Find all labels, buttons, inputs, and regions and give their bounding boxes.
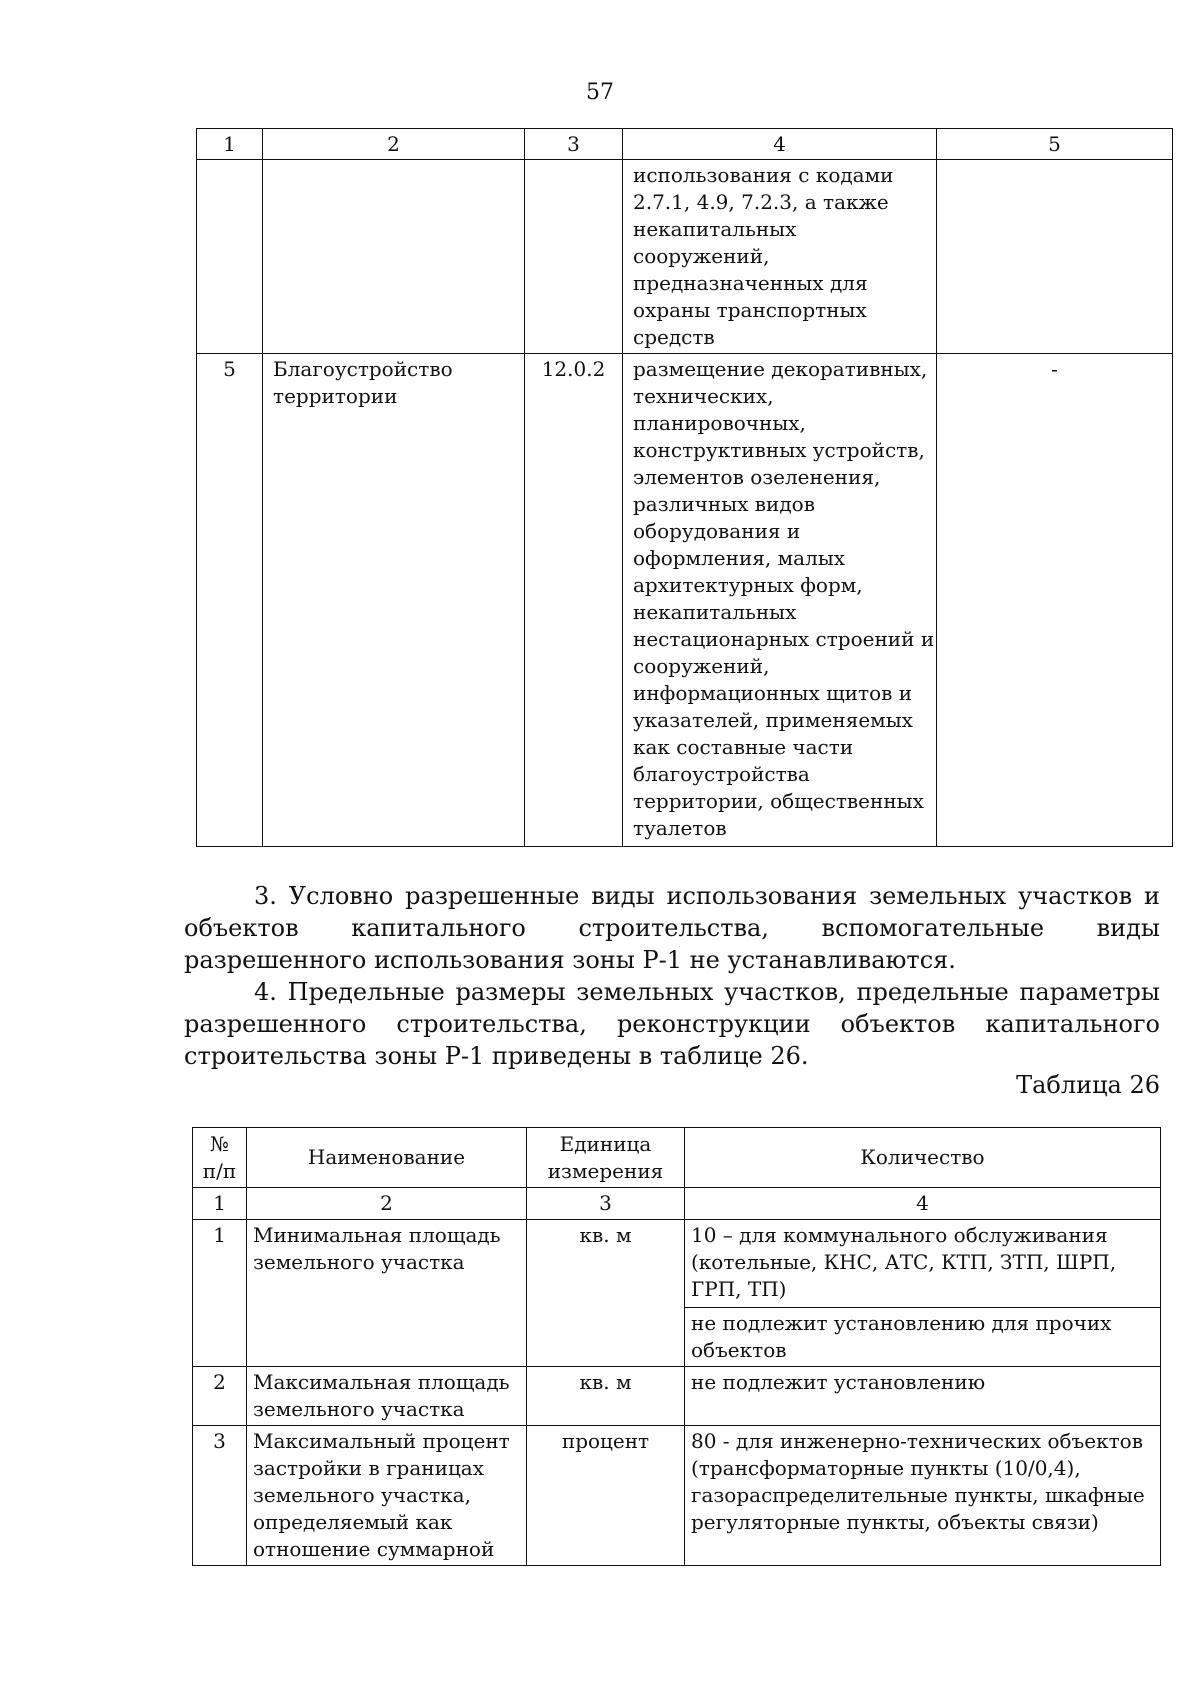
table-caption: Таблица 26 <box>1016 1071 1160 1099</box>
table-row-continued <box>197 160 1173 354</box>
table-header-row <box>193 1128 1161 1188</box>
header-cell: 5 <box>937 129 1173 160</box>
page-number: 57 <box>586 80 614 105</box>
use-description-cell: размещение декоративных, технических, планировочных, конструктивных устройств, элементов озеленения, различных видов оборудования и оформления, малых архитектурных форм, некапитальных нестационарных строений и сооружений, информационных щитов и указателей, применяемых как составные части благоустройства территории, общественных туалетов <box>623 354 937 847</box>
header-name: Наименование <box>247 1128 527 1188</box>
header-qty: Количество <box>685 1128 1161 1188</box>
table-row <box>197 354 1173 847</box>
table-row <box>193 1367 1161 1426</box>
paragraph-3: 3. Условно разрешенные виды использования земельных участков и объектов капитального строительства, вспомогательные виды разрешенного использования зоны Р-1 не устанавливаются. <box>184 882 1160 974</box>
row-number: 1 <box>193 1220 247 1367</box>
parameter-name: Максимальный процент застройки в границах земельного участка, определяемый как отношение суммарной <box>247 1426 527 1566</box>
parameter-value: 80 - для инженерно-технических объектов (трансформаторные пункты (10/0,4), газораспределительные пункты, шкафные регуляторные пункты, объекты связи) <box>685 1426 1161 1566</box>
use-code-cell: 12.0.2 <box>525 354 623 847</box>
row-number: 2 <box>193 1367 247 1426</box>
value-community: 10 – для коммунального обслуживания (котельные, КНС, АТС, КТП, ЗТП, ШРП, ГРП, ТП) <box>691 1223 1117 1301</box>
land-use-table <box>196 128 1173 847</box>
header-num: № п/п <box>193 1128 247 1188</box>
parameter-name: Минимальная площадь земельного участка <box>247 1220 527 1367</box>
table-header-row <box>197 129 1173 160</box>
parameter-unit: кв. м <box>527 1367 685 1426</box>
parameter-unit: процент <box>527 1426 685 1566</box>
header-cell: 1 <box>197 129 263 160</box>
parameter-name: Максимальная площадь земельного участка <box>247 1367 527 1426</box>
notes-cell: - <box>937 354 1173 847</box>
header-cell: 2 <box>263 129 525 160</box>
parameter-value <box>685 1220 1161 1367</box>
header-cell: 3 <box>525 129 623 160</box>
table-row <box>193 1426 1161 1566</box>
parameter-unit: кв. м <box>527 1220 685 1367</box>
row-number: 5 <box>197 354 263 847</box>
parameter-value: не подлежит установлению <box>685 1367 1161 1426</box>
table-row <box>193 1220 1161 1367</box>
use-description-cell: использования с кодами 2.7.1, 4.9, 7.2.3, а также некапитальных сооружений, предназначенных для охраны транспортных средств <box>623 160 937 354</box>
column-number-row: 1 2 3 4 <box>193 1188 1161 1220</box>
row-number: 3 <box>193 1426 247 1566</box>
paragraph-4: 4. Предельные размеры земельных участков, предельные параметры разрешенного строительства, реконструкции объектов капитального строительства зоны Р-1 приведены в таблице 26. <box>184 978 1160 1070</box>
header-unit: Единица измерения <box>527 1128 685 1188</box>
parameters-table <box>192 1127 1161 1566</box>
use-name-cell: Благоустройство территории <box>263 354 525 847</box>
header-cell: 4 <box>623 129 937 160</box>
value-other: не подлежит установлению для прочих объектов <box>685 1307 1160 1364</box>
